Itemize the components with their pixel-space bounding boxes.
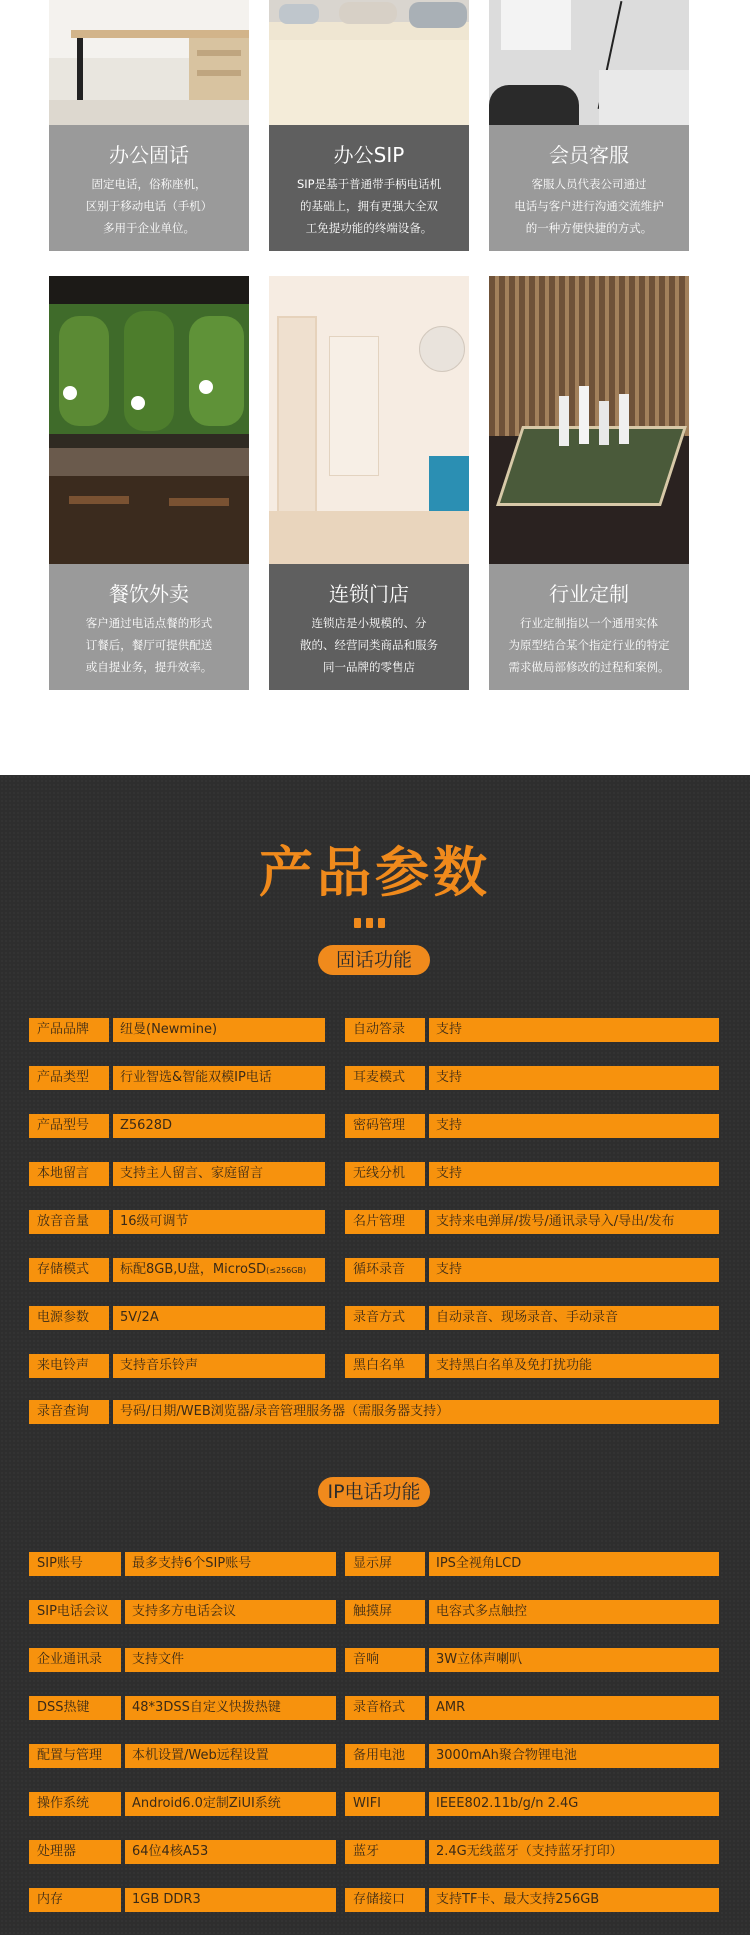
param-value: 支持TF卡、最大支持256GB (429, 1888, 719, 1912)
param-label: 黑白名单 (345, 1354, 425, 1378)
param-label: 配置与管理 (29, 1744, 121, 1768)
param-row-record-query (29, 1400, 719, 1424)
param-label: 来电铃声 (29, 1354, 109, 1378)
param-row (29, 1744, 719, 1768)
param-row (29, 1648, 719, 1672)
param-label: 企业通讯录 (29, 1648, 121, 1672)
param-value (113, 1354, 325, 1378)
param-value (113, 1114, 325, 1138)
scenario-card-chain-store (269, 276, 469, 690)
scenario-caption (489, 125, 689, 251)
param-value-note: (≤256GB) (266, 1266, 307, 1275)
scenario-description: 客服人员代表公司通过 电话与客户进行沟通交流维护 的一种方便快捷的方式。 (514, 177, 664, 235)
param-value (125, 1744, 336, 1768)
param-label: 产品型号 (29, 1114, 109, 1138)
param-label: WIFI (345, 1792, 425, 1816)
scenario-caption (489, 564, 689, 690)
scenario-title: 会员客服 (549, 143, 629, 167)
landline-heading: 固话功能 (318, 945, 430, 975)
param-value (125, 1648, 336, 1672)
param-label: 录音方式 (345, 1306, 425, 1330)
param-label: 存储接口 (345, 1888, 425, 1912)
param-value: 3000mAh聚合物锂电池 (429, 1744, 719, 1768)
scenario-card-restaurant (49, 276, 249, 690)
param-label: 操作系统 (29, 1792, 121, 1816)
title-dots-decoration (354, 913, 396, 923)
param-value: 支持 (429, 1258, 719, 1282)
scenario-description: SIP是基于普通带手柄电话机 的基础上，拥有更强大全双 工免提功能的终端设备。 (296, 177, 442, 235)
param-row (29, 1888, 719, 1912)
param-label: 产品类型 (29, 1066, 109, 1090)
param-label: 本地留言 (29, 1162, 109, 1186)
param-label: 电源参数 (29, 1306, 109, 1330)
scenario-card-office-landline (49, 0, 249, 251)
param-label: DSS热键 (29, 1696, 121, 1720)
param-label: 产品品牌 (29, 1018, 109, 1042)
param-value: 支持 (429, 1162, 719, 1186)
param-row (29, 1210, 719, 1234)
param-value: 电容式多点触控 (429, 1600, 719, 1624)
scenario-caption (49, 125, 249, 251)
param-label: SIP电话会议 (29, 1600, 121, 1624)
scenario-description: 固定电话，俗称座机， 区别于移动电话（手机） 多用于企业单位。 (85, 177, 213, 235)
office-desk-photo (49, 0, 249, 125)
param-row (29, 1018, 719, 1042)
param-value-text: 支持多方电话会议 (132, 1604, 237, 1619)
param-value-text: 16级可调节 (120, 1214, 189, 1229)
param-label: 无线分机 (345, 1162, 425, 1186)
param-label: 蓝牙 (345, 1840, 425, 1864)
param-value-text: 48*3DSS自定义快拨热键 (132, 1700, 281, 1715)
param-value (125, 1696, 336, 1720)
param-value-text: 最多支持6个SIP账号 (132, 1556, 252, 1571)
param-value-text: 5V/2A (120, 1310, 159, 1325)
param-label: 录音查询 (29, 1400, 109, 1424)
param-row (29, 1354, 719, 1378)
param-value (113, 1018, 325, 1042)
scenario-card-industry-custom (489, 276, 689, 690)
restaurant-photo (49, 276, 249, 564)
param-label: SIP账号 (29, 1552, 121, 1576)
param-value-text: Android6.0定制ZiUI系统 (132, 1796, 281, 1811)
param-row (29, 1792, 719, 1816)
param-value: IEEE802.11b/g/n 2.4G (429, 1792, 719, 1816)
scenario-caption (269, 564, 469, 690)
param-value-text: 支持主人留言、家庭留言 (120, 1166, 264, 1181)
chain-store-photo (269, 276, 469, 564)
param-value (113, 1258, 325, 1282)
param-label: 录音格式 (345, 1696, 425, 1720)
param-value-text: 64位4核A53 (132, 1844, 209, 1859)
param-label: 放音音量 (29, 1210, 109, 1234)
param-label: 显示屏 (345, 1552, 425, 1576)
param-label: 内存 (29, 1888, 121, 1912)
param-value: 3W立体声喇叭 (429, 1648, 719, 1672)
scenario-description: 客户通过电话点餐的形式 订餐后，餐厅可提供配送 或自提业务，提升效率。 (85, 616, 213, 674)
scenario-card-member-service (489, 0, 689, 251)
scenario-card-office-sip (269, 0, 469, 251)
param-row (29, 1258, 719, 1282)
scenario-title: 行业定制 (549, 582, 629, 606)
param-value: 号码/日期/WEB浏览器/录音管理服务器（需服务器支持） (113, 1400, 719, 1424)
param-value (113, 1306, 325, 1330)
scenario-section (0, 0, 750, 775)
param-value (125, 1840, 336, 1864)
param-value-text: 1GB DDR3 (132, 1892, 201, 1907)
scenario-title: 办公SIP (333, 143, 405, 167)
param-row (29, 1600, 719, 1624)
param-value: 支持 (429, 1114, 719, 1138)
param-value-text: 支持文件 (132, 1652, 185, 1667)
param-value: 2.4G无线蓝牙（支持蓝牙打印） (429, 1840, 719, 1864)
scenario-description: 连锁店是小规模的、分 散的、经营同类商品和服务 同一品牌的零售店 (300, 616, 438, 674)
param-label: 循环录音 (345, 1258, 425, 1282)
param-value (125, 1600, 336, 1624)
param-value: 支持来电弹屏/拨号/通讯录导入/导出/发布 (429, 1210, 719, 1234)
param-value (125, 1552, 336, 1576)
param-value: 支持 (429, 1066, 719, 1090)
param-value-text: Z5628D (120, 1118, 172, 1133)
param-row (29, 1840, 719, 1864)
param-value (125, 1792, 336, 1816)
scenario-caption (49, 564, 249, 690)
meeting-table-photo (269, 0, 469, 125)
headset-office-photo (489, 0, 689, 125)
param-label: 密码管理 (345, 1114, 425, 1138)
param-value-text: 标配8GB,U盘，MicroSD (120, 1262, 267, 1277)
param-value: AMR (429, 1696, 719, 1720)
param-row (29, 1306, 719, 1330)
params-title: 产品参数 (259, 841, 491, 904)
param-value (113, 1210, 325, 1234)
param-row (29, 1114, 719, 1138)
param-value: IPS全视角LCD (429, 1552, 719, 1576)
param-label: 存储模式 (29, 1258, 109, 1282)
param-value-text: 本机设置/Web远程设置 (132, 1748, 269, 1763)
param-value: 支持黑白名单及免打扰功能 (429, 1354, 719, 1378)
param-value (125, 1888, 336, 1912)
scenario-title: 连锁门店 (329, 582, 409, 606)
param-label: 名片管理 (345, 1210, 425, 1234)
param-value-text: 行业智选&智能双模IP电话 (120, 1070, 272, 1085)
param-value-text: 支持音乐铃声 (120, 1358, 199, 1373)
param-row (29, 1162, 719, 1186)
ip-heading: IP电话功能 (318, 1477, 430, 1507)
param-label: 触摸屏 (345, 1600, 425, 1624)
param-value (113, 1162, 325, 1186)
param-label: 自动答录 (345, 1018, 425, 1042)
param-label: 备用电池 (345, 1744, 425, 1768)
param-label: 耳麦模式 (345, 1066, 425, 1090)
param-value: 支持 (429, 1018, 719, 1042)
scenario-title: 餐饮外卖 (109, 582, 189, 606)
param-value-text: 纽曼(Newmine) (120, 1022, 218, 1037)
scenario-title: 办公固话 (109, 143, 189, 167)
scenario-caption (269, 125, 469, 251)
param-value (113, 1066, 325, 1090)
param-row (29, 1066, 719, 1090)
scenario-description: 行业定制指以一个通用实体 为原型结合某个指定行业的特定 需求做局部修改的过程和案例。 (508, 616, 670, 674)
sand-table-model-photo (489, 276, 689, 564)
param-label: 处理器 (29, 1840, 121, 1864)
param-value: 自动录音、现场录音、手动录音 (429, 1306, 719, 1330)
product-params-section (0, 775, 750, 1935)
param-row (29, 1552, 719, 1576)
param-label: 音响 (345, 1648, 425, 1672)
param-row (29, 1696, 719, 1720)
